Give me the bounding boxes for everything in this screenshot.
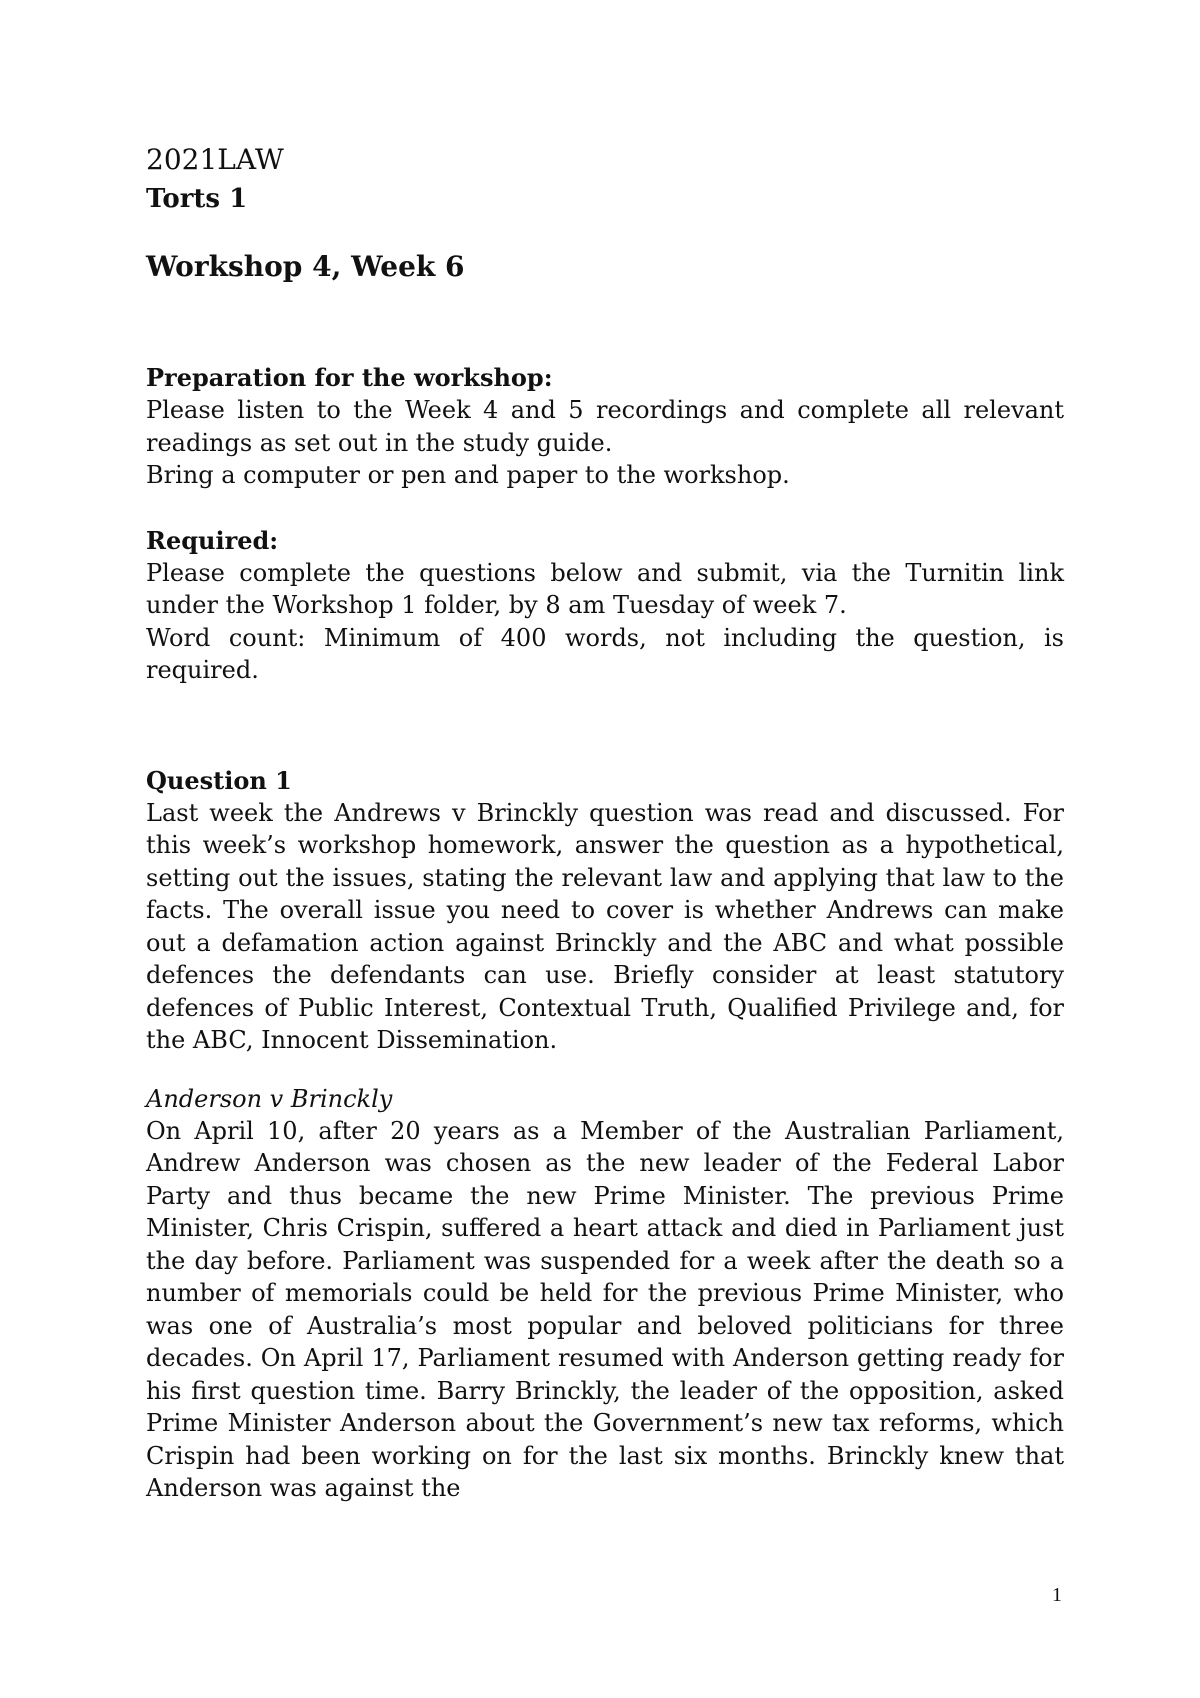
case-title: Anderson v Brinckly xyxy=(146,1084,393,1113)
preparation-heading: Preparation for the workshop: xyxy=(146,363,553,392)
question-1-heading: Question 1 xyxy=(146,765,292,795)
document-page xyxy=(146,142,1064,1505)
case-facts-text: On April 10, after 20 years as a Member of the Australian Parliament, Andrew Anderson was chosen as the new leader of the Federal Labor Party and thus became the new Prime Minister. The previous Prime Minister, Chris Crispin, suffered a heart attack and died in Parliament just the day before. Parliament was suspended for a week after the death so a number of memorials could be held for the previous Prime Minister, who was one of Australia’s most popular and beloved politicians for three decades. On April 17, Parliament resumed with Anderson getting ready for his first question time. Barry Brinckly, the leader of the opposition, asked Prime Minister Anderson about the Government’s new tax reforms, which Crispin had been working on for the last six months. Brinckly knew that Anderson was against the xyxy=(146,1116,1064,1502)
word-count-text: Word count: Minimum of 400 words, not including the question, is required. xyxy=(146,623,1064,684)
required-text: Please complete the questions below and submit, via the Turnitin link under the Workshop 1 folder, by 8 am Tuesday of week 7. xyxy=(146,558,1064,619)
preparation-text: Please listen to the Week 4 and 5 recordings and complete all relevant readings as set out in the study guide. xyxy=(146,396,1064,457)
preparation-bring-text: Bring a computer or pen and paper to the workshop. xyxy=(146,461,790,489)
course-name: Torts 1 xyxy=(146,184,248,214)
preparation-section xyxy=(146,362,1064,492)
required-heading: Required: xyxy=(146,525,279,555)
course-code: 2021LAW xyxy=(146,143,284,176)
workshop-title: Workshop 4, Week 6 xyxy=(146,250,465,283)
question-1-section xyxy=(146,765,1064,1505)
required-section xyxy=(146,525,1064,687)
question-1-text: Last week the Andrews v Brinckly question was read and discussed. For this week’s workshop homework, answer the question as a hypothetical, setting out the issues, stating the relevant law and applying that law to the facts. The overall issue you need to cover is whether Andrews can make out a defamation action against Brinckly and the ABC and what possible defences the defendants can use. Briefly consider at least statutory defences of Public Interest, Contextual Truth, Qualified Privilege and, for the ABC, Innocent Dissemination. xyxy=(146,798,1064,1054)
page-number: 1 xyxy=(1052,1584,1062,1606)
